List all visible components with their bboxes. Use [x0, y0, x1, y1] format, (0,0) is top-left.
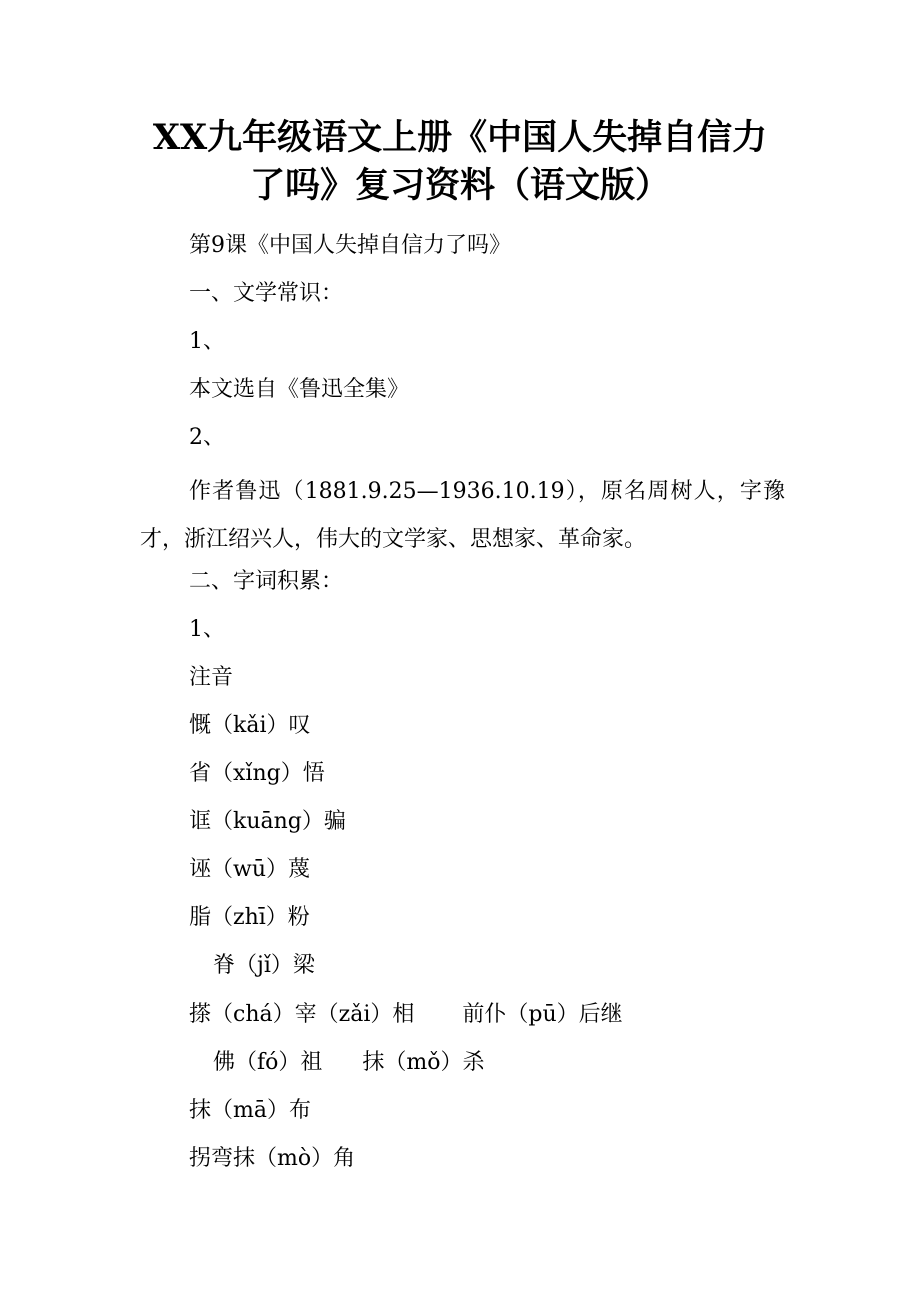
vocab-word: 脂（zhī）粉: [189, 905, 310, 930]
vocab-word: 搽（chá）宰（zǎi）相: [189, 1002, 415, 1027]
item-number: 2、: [189, 425, 225, 450]
source-text: 本文选自《鲁迅全集》: [189, 377, 410, 402]
item-number: 1、: [189, 617, 225, 642]
vocab-word: 抹（mǒ）杀: [362, 1050, 485, 1075]
section-vocabulary: 二、字词积累：: [189, 569, 344, 594]
vocab-word: 拐弯抹（mò）角: [189, 1146, 356, 1171]
vocab-word: 诬（wū）蔑: [189, 857, 311, 882]
author-paragraph: 作者鲁迅（1881.9.25—1936.10.19），原名周树人，字豫才，浙江绍兴人，伟大的文学家、思想家、革命家。: [140, 479, 785, 552]
vocab-word: 佛（fó）祖: [213, 1050, 323, 1075]
vocab-word: 诓（kuāng）骗: [189, 809, 346, 834]
vocab-word: 脊（jǐ）梁: [213, 953, 315, 978]
vocab-word: 慨（kǎi）叹: [189, 713, 311, 738]
section-literary-knowledge: 一、文学常识：: [189, 281, 344, 306]
vocab-word: 抹（mā）布: [189, 1098, 311, 1123]
vocab-word: 省（xǐng）悟: [189, 761, 325, 786]
vocab-row: [189, 1000, 623, 1030]
document-title-line-1: XX九年级语文上册《中国人失掉自信力: [152, 117, 768, 158]
pinyin-heading: 注音: [189, 665, 234, 690]
item-number: 1、: [189, 329, 225, 354]
vocab-word: 前仆（pū）后继: [462, 1002, 623, 1027]
document-title-line-2: 了吗》复习资料（语文版）: [249, 165, 670, 206]
lesson-heading: 第9课《中国人失掉自信力了吗》: [189, 233, 511, 258]
vocab-row: [213, 1048, 485, 1078]
